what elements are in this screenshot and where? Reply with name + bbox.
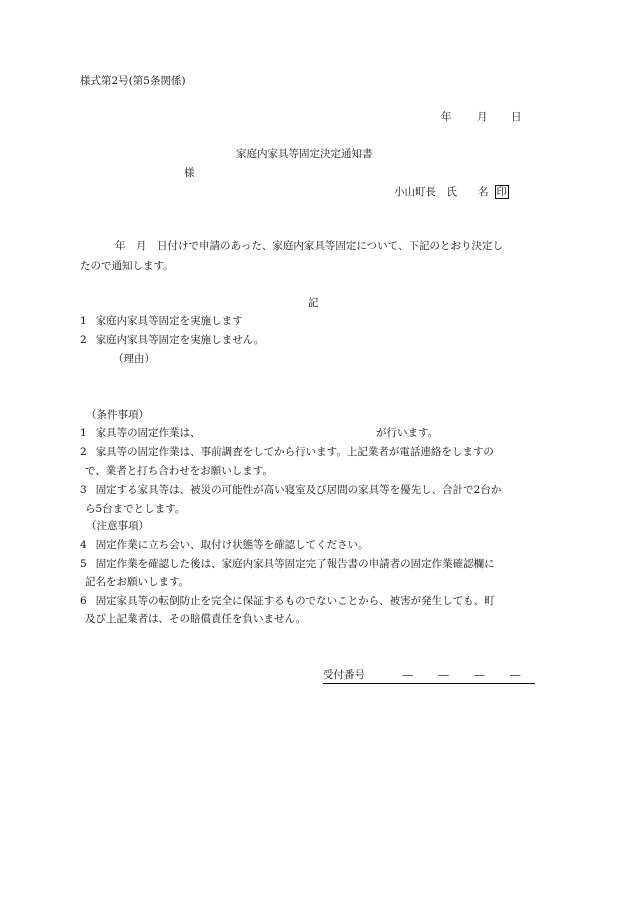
reception-number-line xyxy=(323,670,535,684)
reception-number-label: 受付番号 xyxy=(323,669,365,681)
condition-item-3 xyxy=(80,485,501,496)
conditions-heading: （条件事項） xyxy=(86,409,149,421)
condition-item-1-tail: が行います。 xyxy=(376,427,439,439)
condition-item-3-cont: ら5台までとします。 xyxy=(85,503,186,515)
condition-number: 3 xyxy=(80,484,87,496)
addressee-suffix: 様 xyxy=(184,167,195,179)
ki-heading: 記 xyxy=(308,297,319,309)
condition-text: 家具等の固定作業は、事前調査をしてから行います。上記業者が電話連絡をしますの xyxy=(95,446,494,458)
notes-heading: （注意事項） xyxy=(86,520,149,532)
intro-line-1: 年 月 日付けで申請のあった、家庭内家具等固定について、下記のとおり決定し xyxy=(115,240,503,252)
seal-mark: 印 xyxy=(496,186,507,198)
condition-item-1 xyxy=(80,428,201,439)
decision-number: 2 xyxy=(80,334,87,346)
reception-dash: ― xyxy=(438,669,449,681)
reception-dash: ― xyxy=(402,669,413,681)
condition-number: 2 xyxy=(80,446,87,458)
issuer-name: 小山町長 氏 名 xyxy=(394,186,489,198)
decision-number: 1 xyxy=(80,315,87,327)
condition-item-2-cont: で、業者と打ち合わせをお願いします。 xyxy=(85,465,273,477)
condition-text: 固定する家具等は、被災の可能性が高い寝室及び居間の家具等を優先し、合計で2台か xyxy=(95,484,502,496)
date-day-label: 日 xyxy=(511,111,522,123)
note-text: 固定作業に立ち会い、取付け状態等を確認してください。 xyxy=(95,539,369,551)
note-text: 固定家具等の転倒防止を完全に保証するものでないことから、被害が発生しても、町 xyxy=(95,595,495,607)
note-item-5 xyxy=(80,559,495,570)
note-number: 4 xyxy=(80,539,87,551)
document-title: 家庭内家具等固定決定通知書 xyxy=(236,148,373,160)
issuer-line xyxy=(394,185,509,199)
date-month-label: 月 xyxy=(477,111,488,123)
note-number: 5 xyxy=(80,558,87,570)
form-label: 様式第2号(第5条関係) xyxy=(80,75,186,87)
intro-line-2: たので通知します。 xyxy=(80,260,174,272)
decision-item-2 xyxy=(80,335,264,346)
decision-item-1 xyxy=(80,316,243,327)
note-text: 固定作業を確認した後は、家庭内家具等固定完了報告書の申請者の固定作業確認欄に xyxy=(95,558,495,570)
condition-item-2 xyxy=(80,447,494,458)
condition-number: 1 xyxy=(80,427,87,439)
decision-text: 家庭内家具等固定を実施します xyxy=(95,315,243,327)
reception-dash: ― xyxy=(474,669,485,681)
date-year-label: 年 xyxy=(441,111,452,123)
note-item-6-cont: 及び上記業者は、その賠償責任を負いません。 xyxy=(85,613,307,625)
reason-label: （理由） xyxy=(113,353,155,365)
note-item-4 xyxy=(80,540,369,551)
note-number: 6 xyxy=(80,595,87,607)
condition-text-a: 家具等の固定作業は、 xyxy=(95,427,201,439)
note-item-6 xyxy=(80,596,495,607)
reception-dash: ― xyxy=(509,669,521,681)
note-item-5-cont: 記名をお願いします。 xyxy=(85,576,190,588)
decision-text: 家庭内家具等固定を実施しません。 xyxy=(95,334,265,346)
